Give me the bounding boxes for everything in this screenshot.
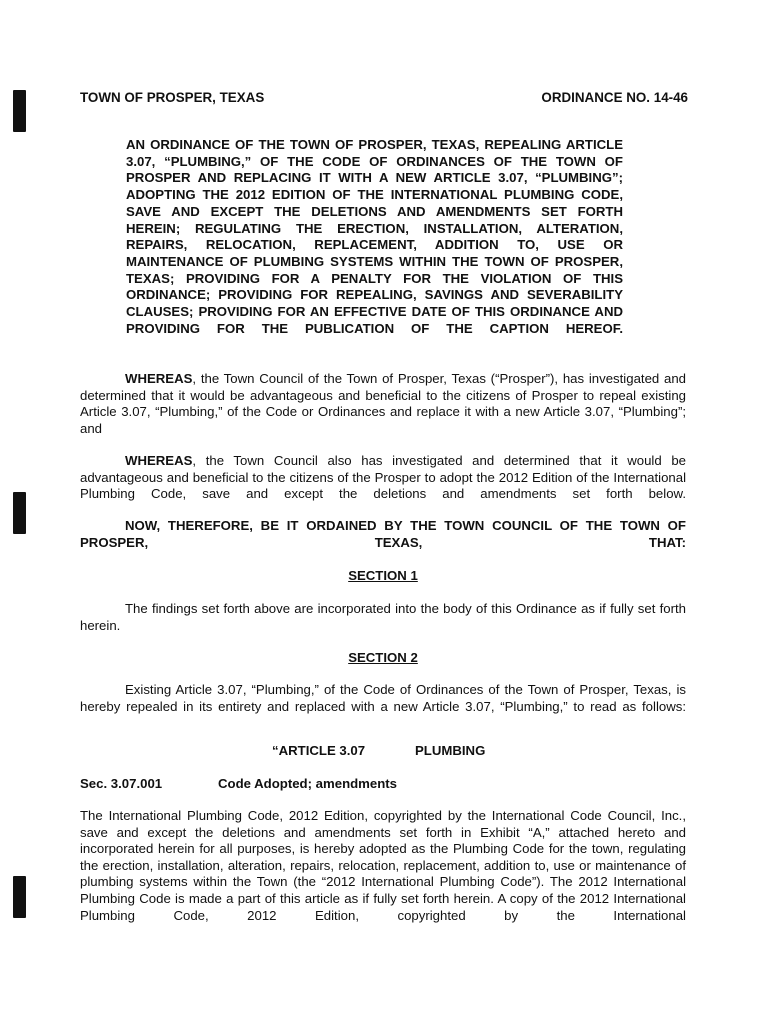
whereas-text-2: , the Town Council also has investigated and determined that it would be advantageous and beneficial to the citizens of the Prosper to adopt the 2012 Edition of the International Plumbing Code, save and except the deletions and amendments set forth below. — [80, 453, 686, 502]
sec-3-07-001-text: The International Plumbing Code, 2012 Edition, copyrighted by the International Code Council, Inc., save and except the deletions and amendments set forth in Exhibit “A,” attached hereto and incorporated herein for all purposes, is hereby adopted as the Plumbing Code for the town, regulating the erection, installation, alteration, repairs, relocation, replacement, addition to, use or maintenance of plumbing systems within the Town (the “2012 International Plumbing Code”). The 2012 International Plumbing Code is made a part of this article as if fully set forth herein. A copy of the 2012 International Plumbing Code, 2012 Edition, copyrighted by the International — [80, 808, 686, 923]
whereas-text-1: , the Town Council of the Town of Prosper, Texas (“Prosper”), has investigated and determined that it would be advantageous and beneficial to the citizens of Prosper to repeal existing Article 3.07, “Plumbing,” of the Code or Ordinances and replace it with a new Article 3.07, “Plumbing”; and — [80, 371, 686, 436]
document-header — [80, 90, 688, 108]
ordaining-clause — [80, 518, 686, 568]
section-2-heading: SECTION 2 — [348, 650, 418, 665]
whereas-paragraph-2 — [80, 453, 686, 519]
ordaining-clause-text: NOW, THEREFORE, BE IT ORDAINED BY THE TOWN COUNCIL OF THE TOWN OF PROSPER, TEXAS, THAT: — [80, 518, 686, 550]
header-town: TOWN OF PROSPER, TEXAS — [80, 90, 265, 105]
section-1-heading: SECTION 1 — [348, 568, 418, 583]
ordinance-caption: AN ORDINANCE OF THE TOWN OF PROSPER, TEXAS, REPEALING ARTICLE 3.07, “PLUMBING,” OF THE CODE OF ORDINANCES OF THE TOWN OF PROSPER AND REPLACING IT WITH A NEW ARTICLE 3.07, “PLUMBING”; ADOPTING THE 2012 EDITION OF THE INTERNATIONAL PLUMBING CODE, SAVE AND EXCEPT THE DELETIONS AND AMENDMENTS SET FORTH HEREIN; REGULATING THE ERECTION, INSTALLATION, ALTERATION, REPAIRS, RELOCATION, REPLACEMENT, ADDITION TO, USE OR MAINTENANCE OF PLUMBING SYSTEMS WITHIN THE TOWN OF PROSPER, TEXAS; PROVIDING FOR A PENALTY FOR THE VIOLATION OF THIS ORDINANCE; PROVIDING FOR REPEALING, SAVINGS AND SEVERABILITY CLAUSES; PROVIDING FOR AN EFFECTIVE DATE OF THIS ORDINANCE AND PROVIDING FOR THE PUBLICATION OF THE CAPTION HEREOF. — [126, 137, 623, 336]
sec-number: Sec. 3.07.001 — [80, 776, 163, 791]
punch-hole-mark-middle — [13, 492, 26, 534]
section-2-text — [80, 682, 686, 732]
section-1-text — [80, 601, 686, 651]
article-number: “ARTICLE 3.07 — [272, 743, 366, 758]
header-ordinance-number: ORDINANCE NO. 14-46 — [541, 90, 688, 105]
sec-3-07-001-heading — [80, 776, 398, 793]
article-heading — [272, 743, 486, 760]
whereas-lead-2: WHEREAS — [125, 453, 193, 468]
section-1-body: The findings set forth above are incorporated into the body of this Ordinance as if fully set forth herein. — [80, 601, 686, 633]
section-2-body: Existing Article 3.07, “Plumbing,” of the Code of Ordinances of the Town of Prosper, Texas, is hereby repealed in its entirety and replaced with a new Article 3.07, “Plumbing,” to read as follows: — [80, 682, 686, 714]
punch-hole-mark-bottom — [13, 876, 26, 918]
punch-hole-mark-top — [13, 90, 26, 132]
whereas-paragraph-1 — [80, 371, 686, 454]
whereas-lead-1: WHEREAS — [125, 371, 193, 386]
sec-title: Code Adopted; amendments — [218, 776, 398, 791]
article-title: PLUMBING — [415, 743, 486, 758]
